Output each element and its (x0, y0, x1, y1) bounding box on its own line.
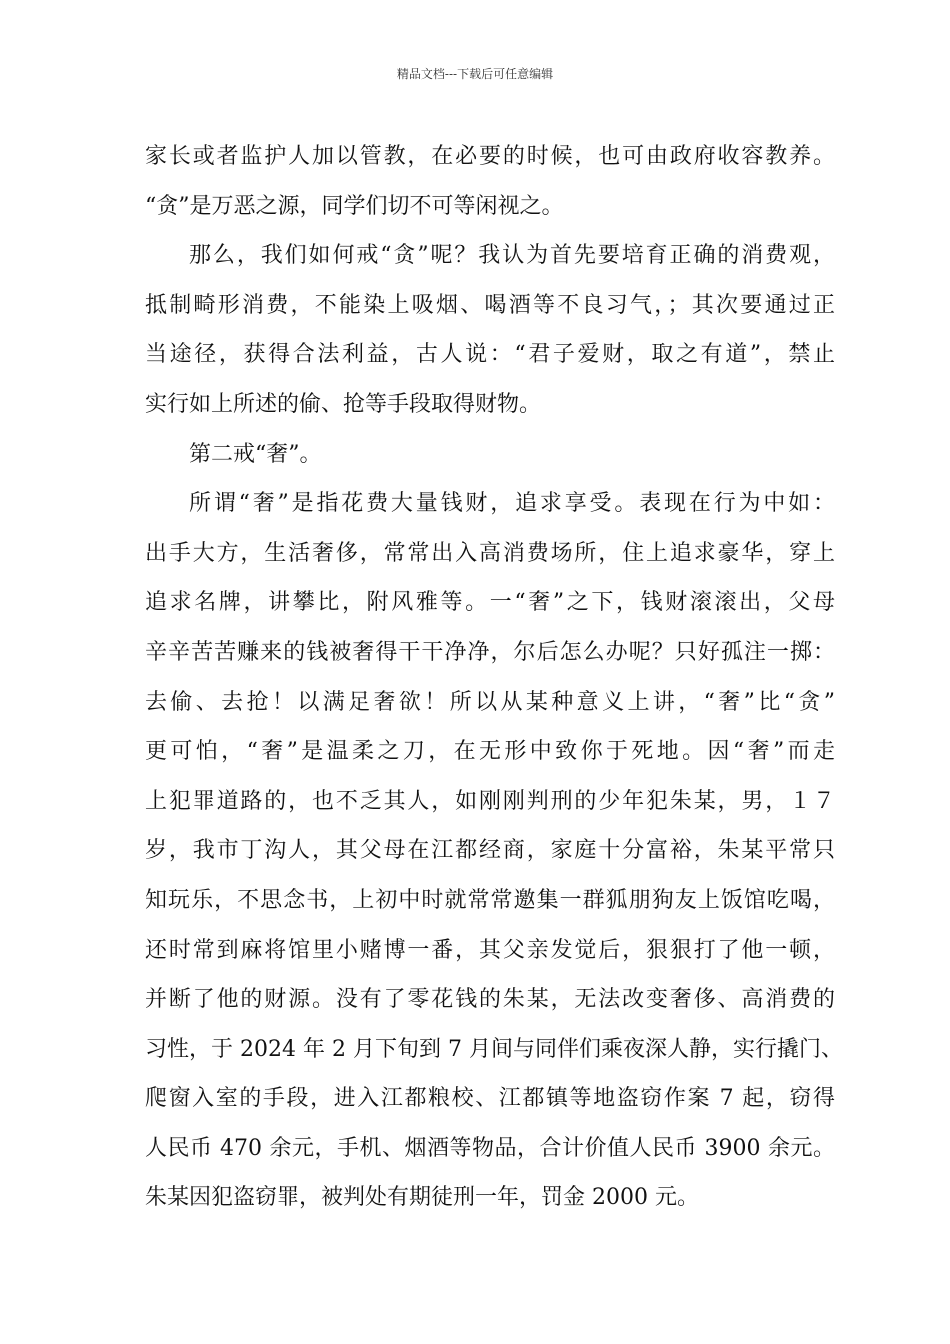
section-heading: 第二戒“奢”。 (189, 441, 322, 467)
text-line: 并断了他的财源。没有了零花钱的朱某，无法改变奢侈、高消费的 (145, 987, 835, 1013)
document-body (145, 132, 843, 1223)
paragraph-first-line: 那么，我们如何戒“贪”呢？我认为首先要培育正确的消费观， (189, 243, 835, 269)
text-line: “贪”是万恶之源，同学们切不可等闲视之。 (145, 193, 564, 219)
text-line: 上犯罪道路的，也不乏其人，如刚刚判刑的少年犯朱某，男，１７ (145, 788, 835, 814)
text-line: 实行如上所述的偷、抢等手段取得财物。 (145, 391, 542, 417)
text-line: 更可怕，“奢”是温柔之刀，在无形中致你于死地。因“奢”而走 (145, 739, 835, 765)
text-line: 习性，于 2024 年 2 月下旬到 7 月间与同伴们乘夜深人静，实行撬门、 (145, 1036, 843, 1062)
text-line: 还时常到麻将馆里小赌博一番，其父亲发觉后，狠狠打了他一顿， (145, 937, 835, 963)
text-line: 追求名牌，讲攀比，附风雅等。一“奢”之下，钱财滚滚出，父母 (145, 590, 835, 616)
page-header: 精品文档---下载后可任意编辑 (396, 67, 554, 81)
text-line: 当途径，获得合法利益，古人说：“君子爱财，取之有道”，禁止 (145, 342, 835, 368)
text-line: 家长或者监护人加以管教，在必要的时候，也可由政府收容教养。 (145, 144, 835, 169)
text-line: 朱某因犯盗窃罪，被判处有期徒刑一年，罚金 2000 元。 (145, 1185, 699, 1211)
text-line: 人民币 470 余元，手机、烟酒等物品，合计价值人民币 3900 余元。 (145, 1135, 835, 1161)
text-line: 辛辛苦苦赚来的钱被奢得干干净净，尔后怎么办呢？只好孤注一掷： (145, 639, 835, 665)
paragraph-first-line: 所谓“奢”是指花费大量钱财，追求享受。表现在行为中如： (189, 491, 835, 517)
text-line: 知玩乐，不思念书，上初中时就常常邀集一群狐朋狗友上饭馆吃喝， (145, 887, 835, 913)
text-line: 爬窗入室的手段，进入江都粮校、江都镇等地盗窃作案 7 起，窃得 (145, 1086, 835, 1112)
text-line: 去偷、去抢！以满足奢欲！所以从某种意义上讲，“奢”比“贪” (145, 689, 835, 715)
text-line: 抵制畸形消费，不能染上吸烟、喝酒等不良习气，；其次要通过正 (145, 292, 835, 318)
text-line: 岁，我市丁沟人，其父母在江都经商，家庭十分富裕，朱某平常只 (145, 838, 835, 864)
text-line: 出手大方，生活奢侈，常常出入高消费场所，住上追求豪华，穿上 (145, 540, 835, 566)
